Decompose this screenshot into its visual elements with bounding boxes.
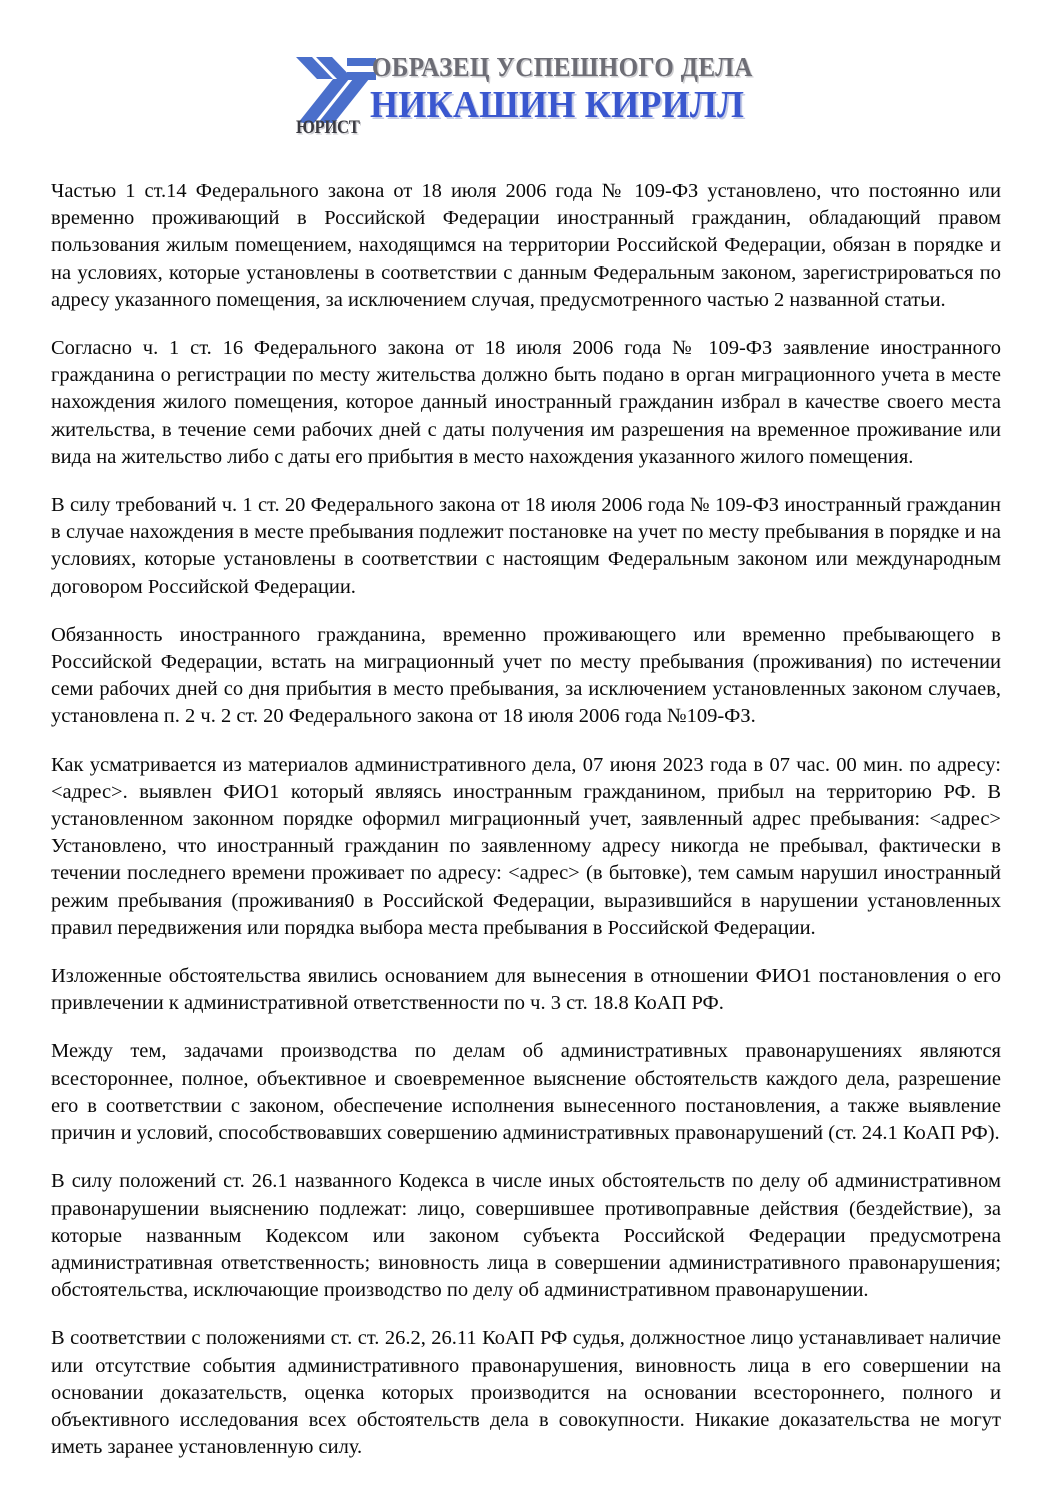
logo-name: НИКАШИН КИРИЛЛ [370, 84, 745, 126]
paragraph: Частью 1 ст.14 Федерального закона от 18 июля 2006 года № 109-ФЗ установлено, что постоянно или временно проживающий в Российской Федерации иностранный гражданин, обладающий правом пользования жилым помещением, находящимся на территории Российской Федерации, обязан в порядке и на условиях, которые установлены в соответствии с данным Федеральным законом, зарегистрироваться по адресу указанного помещения, за исключением случая, предусмотренного частью 2 названной статьи. [51, 180, 1001, 311]
chevron-bars-logo-mark [292, 43, 376, 138]
logo-jurist-label: ЮРИСТ [296, 117, 360, 138]
paragraph: Между тем, задачами производства по делам об административных правонарушениях являются всестороннее, полное, объективное и своевременное выяснение обстоятельств каждого дела, разрешение его в соответствии с законом, обеспечение исполнения вынесенного постановления, а также выявление причин и условий, способствовавших совершению административных правонарушений (ст. 24.1 КоАП РФ). [51, 1040, 1001, 1145]
document-header [0, 0, 1062, 178]
paragraph: Обязанность иностранного гражданина, временно проживающего или временно пребывающего в Российской Федерации, встать на миграционный учет по месту пребывания (проживания) по истечении семи рабочих дней со дня прибытия в место пребывания, за исключением установленных законом случаев, установлена п. 2 ч. 2 ст. 20 Федерального закона от 18 июля 2006 года №109-ФЗ. [51, 623, 1001, 728]
paragraph: В соответствии с положениями ст. ст. 26.2, 26.11 КоАП РФ судья, должностное лицо устанавливает наличие или отсутствие события административного правонарушения, виновность лица в его совершении на основании доказательств, оценка которых производится на основании всестороннего, полного и объективного исследования всех обстоятельств дела в совокупности. Никакие доказательства не могут иметь заранее установленную силу. [51, 1327, 1001, 1459]
paragraph: В силу требований ч. 1 ст. 20 Федерального закона от 18 июля 2006 года № 109-ФЗ иностранный гражданин в случае нахождения в месте пребывания подлежит постановке на учет по месту пребывания в порядке и на условиях, которые установлены в соответствии с настоящим Федеральным законом или международным договором Российской Федерации. [51, 494, 1001, 598]
document-body [51, 178, 1001, 1461]
brand-logo [292, 41, 782, 137]
paragraph: В силу положений ст. 26.1 названного Кодекса в числе иных обстоятельств по делу об административном правонарушении выяснению подлежат: лицо, совершившее противоправные действия (бездействие), за которые названным Кодексом или законом субъекта Российской Федерации предусмотрена административная ответственность; виновность лица в совершении административного правонарушения; обстоятельства, исключающие производство по делу об административном правонарушении. [51, 1170, 1001, 1302]
logo-text-block [370, 43, 782, 135]
paragraph: Согласно ч. 1 ст. 16 Федерального закона от 18 июля 2006 года № 109-ФЗ заявление иностранного гражданина о регистрации по месту жительства должно быть подано в орган миграционного учета в месте нахождения жилого помещения, которое данный иностранный гражданин избрал в качестве своего места жительства, в течение семи рабочих дней с даты получения им разрешения на временное проживание или вида на жительство либо с даты его прибытия в место нахождения указанного жилого помещения. [51, 337, 1001, 468]
logo-tagline: ОБРАЗЕЦ УСПЕШНОГО ДЕЛА [372, 52, 753, 82]
paragraph: Как усматривается из материалов административного дела, 07 июня 2023 года в 07 час. 00 мин. по адресу: <адрес>. выявлен ФИО1 который являясь иностранным гражданином, прибыл на территорию РФ. В установленном законном порядке оформил миграционный учет, заявленный адрес пребывания: <адрес> Установлено, что иностранный гражданин по заявленному адресу никогда не пребывал, фактически в течении последнего времени проживает по адресу: <адрес> (в бытовке), тем самым нарушил иностранный режим пребывания (проживания0 в Российской Федерации, выразившийся в нарушении установленных правил передвижения или порядка выбора места пребывания в Российской Федерации. [51, 753, 1001, 939]
paragraph: Изложенные обстоятельства явились основанием для вынесения в отношении ФИО1 постановления о его привлечении к административной ответственности по ч. 3 ст. 18.8 КоАП РФ. [51, 965, 1001, 1015]
